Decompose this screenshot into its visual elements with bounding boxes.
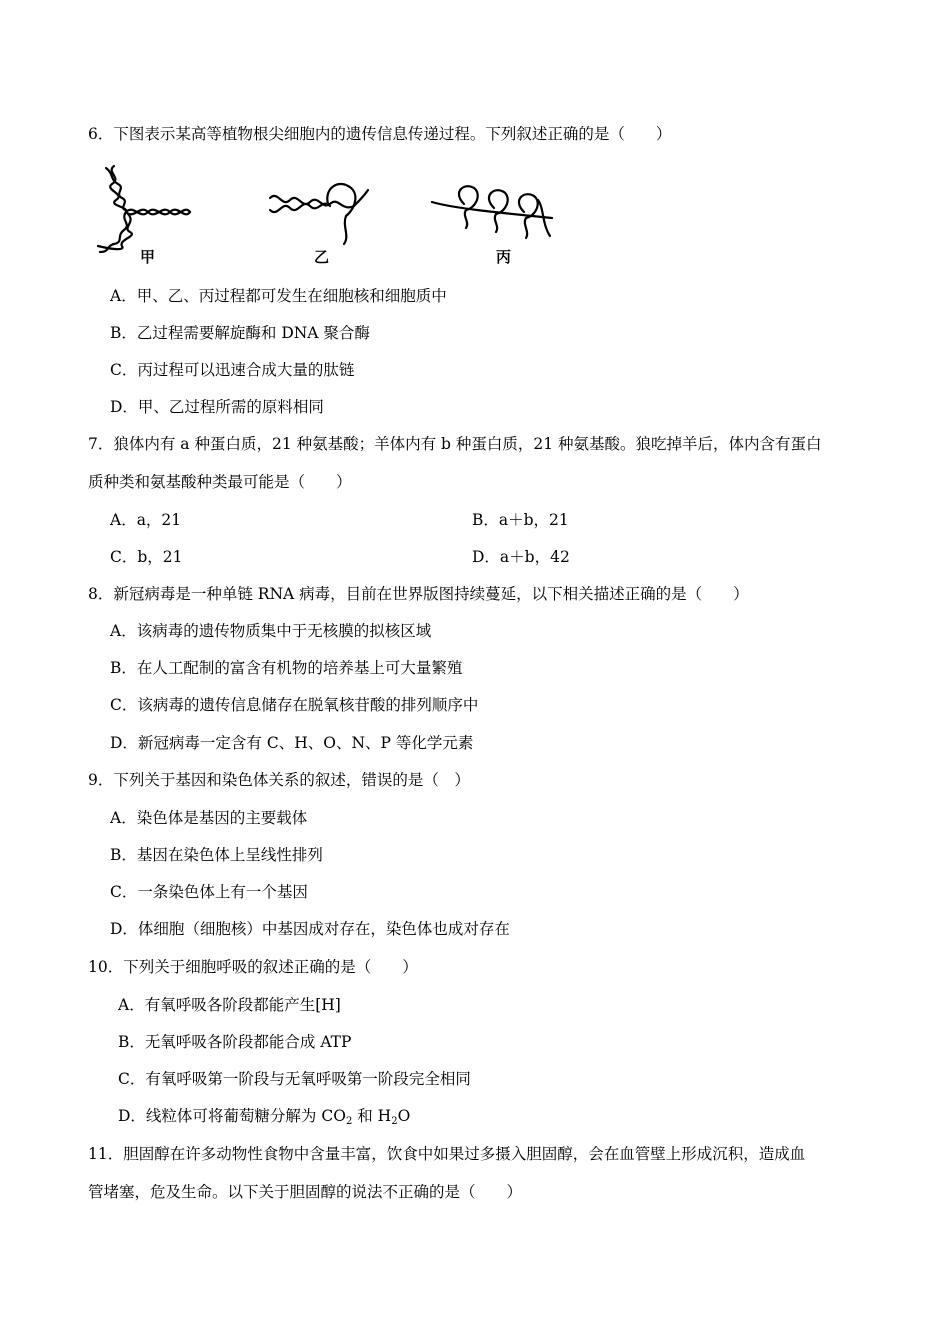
question-9-option-b: B．基因在染色体上呈线性排列 xyxy=(110,846,323,864)
question-7-option-d: D．a＋b，42 xyxy=(472,548,570,566)
question-10-option-b: B．无氧呼吸各阶段都能合成 ATP xyxy=(118,1033,352,1051)
question-10-option-c: C．有氧呼吸第一阶段与无氧呼吸第一阶段完全相同 xyxy=(118,1070,471,1088)
genetic-process-figure xyxy=(92,160,562,270)
replication-fork-diagram xyxy=(98,166,190,252)
option-d-suffix: O xyxy=(397,1107,411,1125)
question-6-option-c: C．丙过程可以迅速合成大量的肽链 xyxy=(110,361,355,379)
transcription-diagram xyxy=(270,184,368,244)
question-8-option-d: D．新冠病毒一定含有 C、H、O、N、P 等化学元素 xyxy=(110,734,474,752)
question-8-stem: 8．新冠病毒是一种单链 RNA 病毒，目前在世界版图持续蔓延，以下相关描述正确的是（ ） xyxy=(88,585,749,603)
question-7-option-a: A．a，21 xyxy=(110,511,182,529)
question-8-option-a: A．该病毒的遗传物质集中于无核膜的拟核区域 xyxy=(110,622,432,640)
question-10-stem: 10．下列关于细胞呼吸的叙述正确的是（ ） xyxy=(88,958,418,976)
question-7-stem-line1: 7．狼体内有 a 种蛋白质，21 种氨基酸；羊体内有 b 种蛋白质，21 种氨基酸。狼吃掉羊后，体内含有蛋白 xyxy=(88,435,822,453)
question-6-stem: 6．下图表示某高等植物根尖细胞内的遗传信息传递过程。下列叙述正确的是（ ） xyxy=(88,125,672,143)
option-d-prefix: D．线粒体可将葡萄糖分解为 CO xyxy=(118,1107,346,1125)
translation-diagram xyxy=(432,186,552,238)
question-6-option-b: B．乙过程需要解旋酶和 DNA 聚合酶 xyxy=(110,324,370,342)
figure-label-yi: 乙 xyxy=(314,248,330,266)
question-7-option-b: B．a＋b，21 xyxy=(472,511,569,529)
question-9-option-c: C．一条染色体上有一个基因 xyxy=(110,883,308,901)
figure-label-bing: 丙 xyxy=(496,248,512,266)
question-6-option-a: A．甲、乙、丙过程都可发生在细胞核和细胞质中 xyxy=(110,287,447,305)
h2o-subscript: 2 xyxy=(391,1116,398,1127)
co2-subscript: 2 xyxy=(345,1116,353,1127)
figure-label-jia: 甲 xyxy=(140,248,156,266)
question-7-stem-line2: 质种类和氨基酸种类最可能是（ ） xyxy=(88,473,352,491)
question-9-stem: 9．下列关于基因和染色体关系的叙述，错误的是（ ） xyxy=(88,771,470,789)
question-8-option-c: C．该病毒的遗传信息储存在脱氧核苷酸的排列顺序中 xyxy=(110,696,479,714)
question-9-option-a: A．染色体是基因的主要载体 xyxy=(110,809,308,827)
question-6-option-d: D．甲、乙过程所需的原料相同 xyxy=(110,398,324,416)
question-11-stem-line1: 11．胆固醇在许多动物性食物中含量丰富，饮食中如果过多摄入胆固醇，会在血管壁上形成沉积，造成血 xyxy=(88,1145,806,1163)
question-9-option-d: D．体细胞（细胞核）中基因成对存在，染色体也成对存在 xyxy=(110,920,510,938)
question-10-option-d xyxy=(118,1106,410,1126)
question-10-option-a: A．有氧呼吸各阶段都能产生[H] xyxy=(118,996,341,1014)
question-11-stem-line2: 管堵塞，危及生命。以下关于胆固醇的说法不正确的是（ ） xyxy=(88,1183,523,1201)
question-7-option-c: C．b，21 xyxy=(110,548,183,566)
question-8-option-b: B．在人工配制的富含有机物的培养基上可大量繁殖 xyxy=(110,659,463,677)
option-d-middle: 和 H xyxy=(352,1107,392,1125)
